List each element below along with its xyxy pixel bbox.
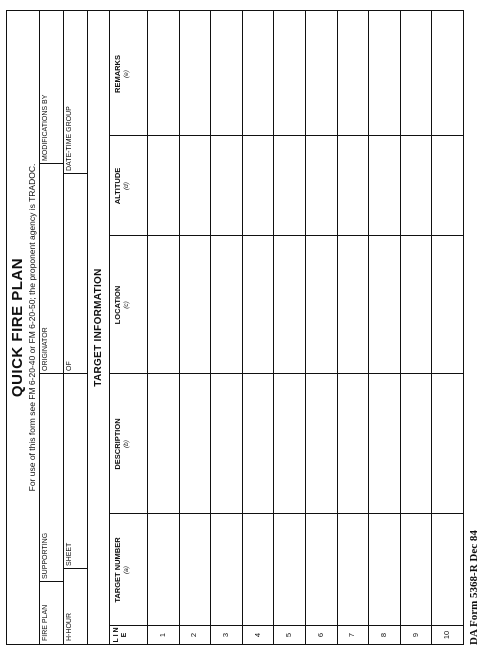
altitude-letter: (d) — [123, 182, 130, 190]
table-row-number: 1 — [157, 632, 167, 638]
table-column-divider — [109, 235, 463, 236]
table-top-rule — [109, 11, 110, 644]
location-letter: (c) — [123, 301, 130, 309]
target-number-letter: (a) — [123, 566, 130, 574]
table-row-number: 9 — [410, 632, 420, 638]
modifications-by-field-label: MODIFICATIONS BY — [42, 94, 49, 161]
divider — [39, 581, 63, 582]
date-time-group-field-label: DATE-TIME GROUP — [66, 106, 73, 171]
table-column-divider — [109, 373, 463, 374]
table-row-number: 7 — [347, 632, 357, 638]
form-title: QUICK FIRE PLAN — [9, 257, 26, 398]
table-row-rule — [337, 11, 338, 644]
table-column-divider — [109, 135, 463, 136]
divider — [39, 163, 63, 164]
divider — [39, 373, 63, 374]
table-row-number: 6 — [315, 632, 325, 638]
table-row-rule — [431, 11, 432, 644]
table-column-divider — [109, 513, 463, 514]
sheet-field-label: SHEET — [66, 542, 73, 566]
table-row-rule — [368, 11, 369, 644]
divider — [63, 373, 87, 374]
originator-field-label: ORIGINATOR — [42, 327, 49, 371]
target-number-column-header — [113, 514, 131, 626]
remarks-label: REMARKS — [113, 55, 122, 93]
table-row-number: 5 — [284, 632, 294, 638]
remarks-column-header — [113, 12, 131, 136]
altitude-label: ALTITUDE — [113, 167, 122, 205]
fire-plan-field-label: FIRE PLAN — [42, 604, 49, 641]
table-row-number: 4 — [252, 632, 262, 638]
header-top-rule — [39, 11, 40, 644]
target-number-label: TARGET NUMBER — [113, 537, 122, 603]
table-row-number: 8 — [379, 632, 388, 638]
table-row-rule — [273, 11, 274, 644]
table-row-rule — [210, 11, 211, 644]
table-row-number: 2 — [189, 632, 199, 638]
remarks-letter: (e) — [123, 70, 130, 78]
description-column-header — [113, 374, 131, 514]
quick-fire-plan-form — [6, 10, 464, 645]
header-middle-rule — [63, 11, 64, 644]
supporting-field-label: SUPPORTING — [42, 532, 49, 579]
h-hour-field-label: H-HOUR — [66, 613, 73, 641]
description-label: DESCRIPTION — [113, 418, 122, 470]
header-bottom-rule — [87, 11, 88, 644]
table-column-divider — [109, 625, 463, 626]
target-information-heading: TARGET INFORMATION — [93, 268, 104, 387]
table-row-rule — [305, 11, 306, 644]
table-row-rule — [242, 11, 243, 644]
line-column-header: L I N E — [113, 627, 128, 643]
form-subtitle: For use of this form see FM 6-20-40 or FM 6-20-50; the proponent agency is TRADOC. — [27, 163, 37, 492]
table-row-number: 10 — [442, 630, 452, 640]
table-header-rule — [147, 11, 148, 644]
location-column-header — [113, 236, 131, 374]
altitude-column-header — [113, 136, 131, 236]
table-row-rule — [179, 11, 180, 644]
table-row-number: 3 — [221, 632, 230, 638]
divider — [63, 568, 87, 569]
form-number: DA Form 5368-R Dec 84 — [468, 530, 480, 645]
divider — [63, 173, 87, 174]
description-letter: (b) — [123, 440, 130, 448]
location-label: LOCATION — [113, 285, 122, 325]
table-row-rule — [400, 11, 401, 644]
of-field-label: OF — [66, 361, 73, 371]
